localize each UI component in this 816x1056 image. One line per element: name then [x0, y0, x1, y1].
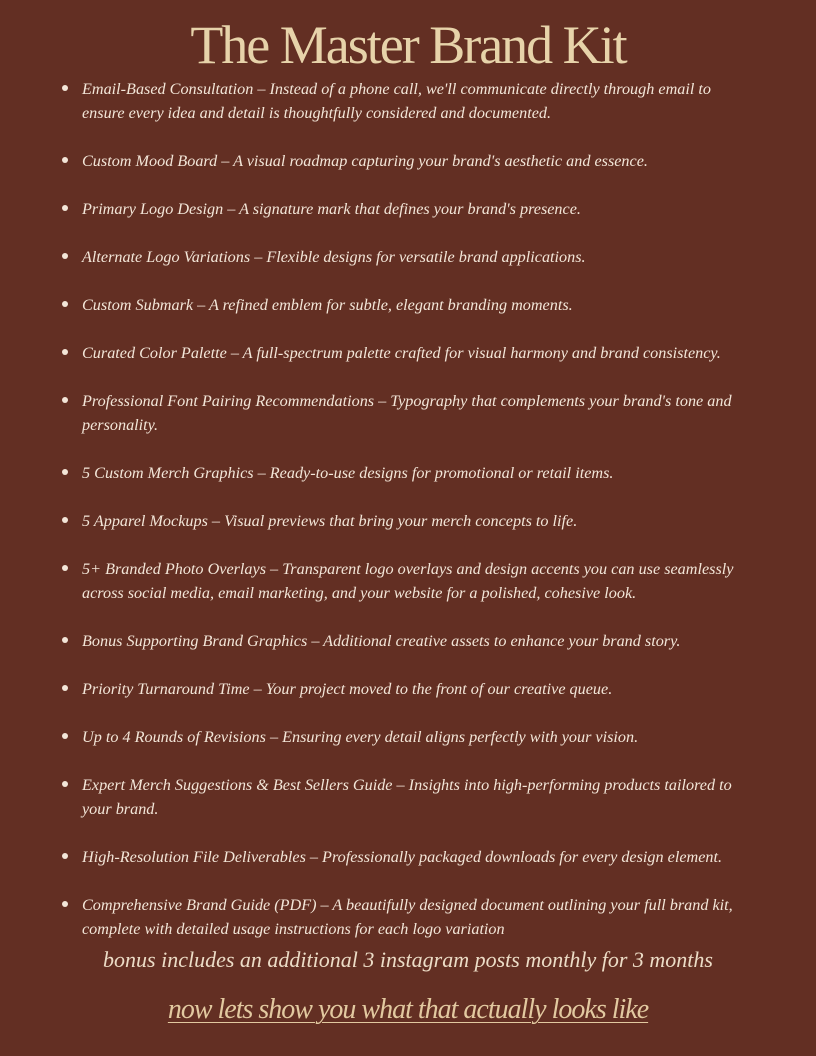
bullet-icon: [62, 253, 68, 259]
bullet-icon: [62, 469, 68, 475]
list-item-text: Custom Submark – A refined emblem for subtle, elegant branding moments.: [82, 296, 573, 314]
list-item: [62, 773, 752, 821]
list-item-text: High-Resolution File Deliverables – Professionally packaged downloads for every design element.: [82, 848, 723, 866]
list-item: [62, 677, 752, 701]
bullet-icon: [62, 349, 68, 355]
cta-link[interactable]: now lets show you what that actually looks like: [167, 994, 649, 1025]
bullet-icon: [62, 733, 68, 739]
bullet-icon: [62, 781, 68, 787]
list-item-text: 5 Custom Merch Graphics – Ready-to-use designs for promotional or retail items.: [82, 464, 614, 482]
bullet-icon: [62, 637, 68, 643]
bullet-icon: [62, 901, 68, 907]
list-item-text: Curated Color Palette – A full-spectrum palette crafted for visual harmony and brand consistency.: [82, 344, 721, 362]
bullet-icon: [62, 301, 68, 307]
list-item: [62, 341, 752, 365]
list-item-text: Priority Turnaround Time – Your project moved to the front of our creative queue.: [82, 680, 613, 698]
list-item: [62, 725, 752, 749]
list-item: [62, 629, 752, 653]
list-item: [62, 389, 752, 437]
list-item: [62, 149, 752, 173]
bullet-icon: [62, 157, 68, 163]
list-item-text: Comprehensive Brand Guide (PDF) – A beautifully designed document outlining your full brand kit, complete with detailed usage instructions for each logo variation: [82, 896, 733, 938]
list-item-text: Up to 4 Rounds of Revisions – Ensuring every detail aligns perfectly with your vision.: [82, 728, 639, 746]
list-item: [62, 893, 752, 941]
list-item-text: Bonus Supporting Brand Graphics – Additional creative assets to enhance your brand story.: [82, 632, 681, 650]
list-item-text: 5+ Branded Photo Overlays – Transparent logo overlays and design accents you can use seamlessly across social media, email marketing, and your website for a polished, cohesive look.: [82, 560, 734, 602]
list-item-text: Expert Merch Suggestions & Best Sellers Guide – Insights into high-performing products tailored to your brand.: [82, 776, 732, 818]
list-item: [62, 197, 752, 221]
list-item-text: Professional Font Pairing Recommendations – Typography that complements your brand's tone and personality.: [82, 392, 732, 434]
list-item-text: Custom Mood Board – A visual roadmap capturing your brand's aesthetic and essence.: [82, 152, 648, 170]
bullet-icon: [62, 397, 68, 403]
list-item: [62, 557, 752, 605]
bullet-icon: [62, 205, 68, 211]
bullet-icon: [62, 685, 68, 691]
bullet-icon: [62, 853, 68, 859]
list-item: [62, 293, 752, 317]
list-item: [62, 509, 752, 533]
bullet-icon: [62, 85, 68, 91]
list-item-text: Email-Based Consultation – Instead of a phone call, we'll communicate directly through email to ensure every idea and detail is thoughtfully considered and documented.: [82, 80, 711, 122]
list-item: [62, 461, 752, 485]
list-item: [62, 77, 752, 125]
list-item: [62, 245, 752, 269]
bullet-icon: [62, 565, 68, 571]
bullet-icon: [62, 517, 68, 523]
feature-list: [62, 77, 752, 965]
list-item: [62, 845, 752, 869]
list-item-text: Primary Logo Design – A signature mark that defines your brand's presence.: [82, 200, 581, 218]
list-item-text: 5 Apparel Mockups – Visual previews that bring your merch concepts to life.: [82, 512, 578, 530]
list-item-text: Alternate Logo Variations – Flexible designs for versatile brand applications.: [82, 248, 586, 266]
bonus-note: bonus includes an additional 3 instagram posts monthly for 3 months: [103, 947, 713, 972]
page-title: The Master Brand Kit: [190, 15, 626, 75]
